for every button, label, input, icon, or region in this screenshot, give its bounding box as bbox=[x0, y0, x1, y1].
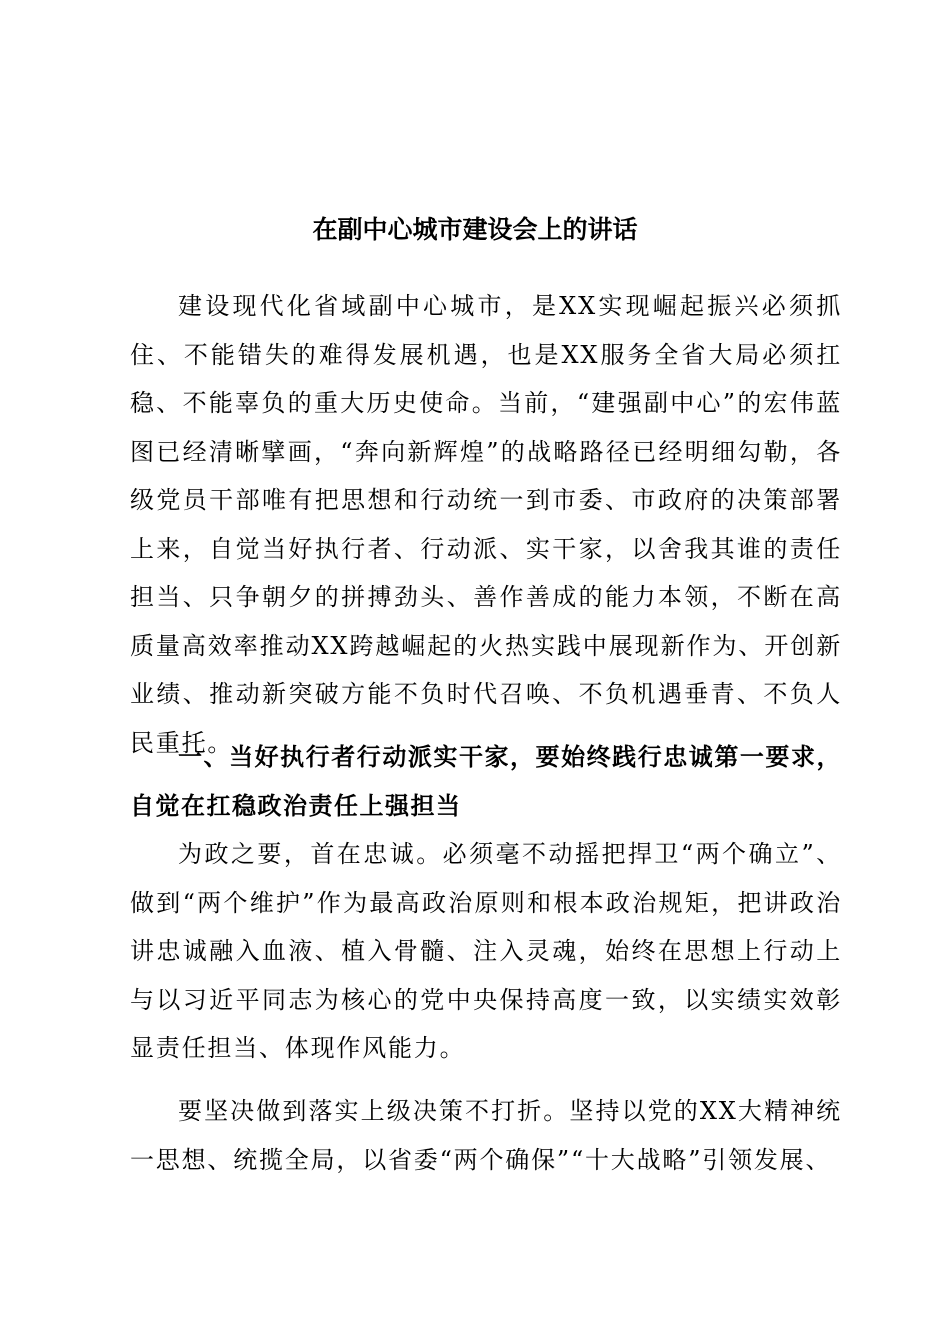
section-1-paragraph-2: 要坚决做到落实上级决策不打折。坚持以党的XX大精神统一思想、统揽全局，以省委“两个确保”“十大战略”引领发展、 bbox=[130, 1097, 842, 1174]
intro-paragraph: 建设现代化省域副中心城市，是XX实现崛起振兴必须抓住、不能错失的难得发展机遇，也是XX服务全省大局必须扛稳、不能辜负的重大历史使命。当前，“建强副中心”的宏伟蓝图已经清晰擘画，“奔向新辉煌”的战略路径已经明细勾勒，各级党员干部唯有把思想和行动统一到市委、市政府的决策部署上来，自觉当好执行者、行动派、实干家，以舍我其谁的责任担当、只争朝夕的拼搏劲头、善作善成的能力本领，不断在高质量高效率推动XX跨越崛起的火热实践中展现新作为、开创新业绩、推动新突破方能不负时代召唤、不负机遇垂青、不负人民重托。 bbox=[130, 292, 842, 757]
section-1-paragraph-1: 为政之要，首在忠诚。必须毫不动摇把捍卫“两个确立”、做到“两个维护”作为最高政治原则和根本政治规矩，把讲政治讲忠诚融入血液、植入骨髓、注入灵魂，始终在思想上行动上与以习近平同志为核心的党中央保持高度一致，以实绩实效彰显责任担当、体现作风能力。 bbox=[130, 840, 842, 1062]
document-title: 在副中心城市建设会上的讲话 bbox=[312, 215, 638, 244]
section-heading-1: 一、当好执行者行动派实干家，要始终践行忠诚第一要求，自觉在扛稳政治责任上强担当 bbox=[130, 742, 842, 820]
